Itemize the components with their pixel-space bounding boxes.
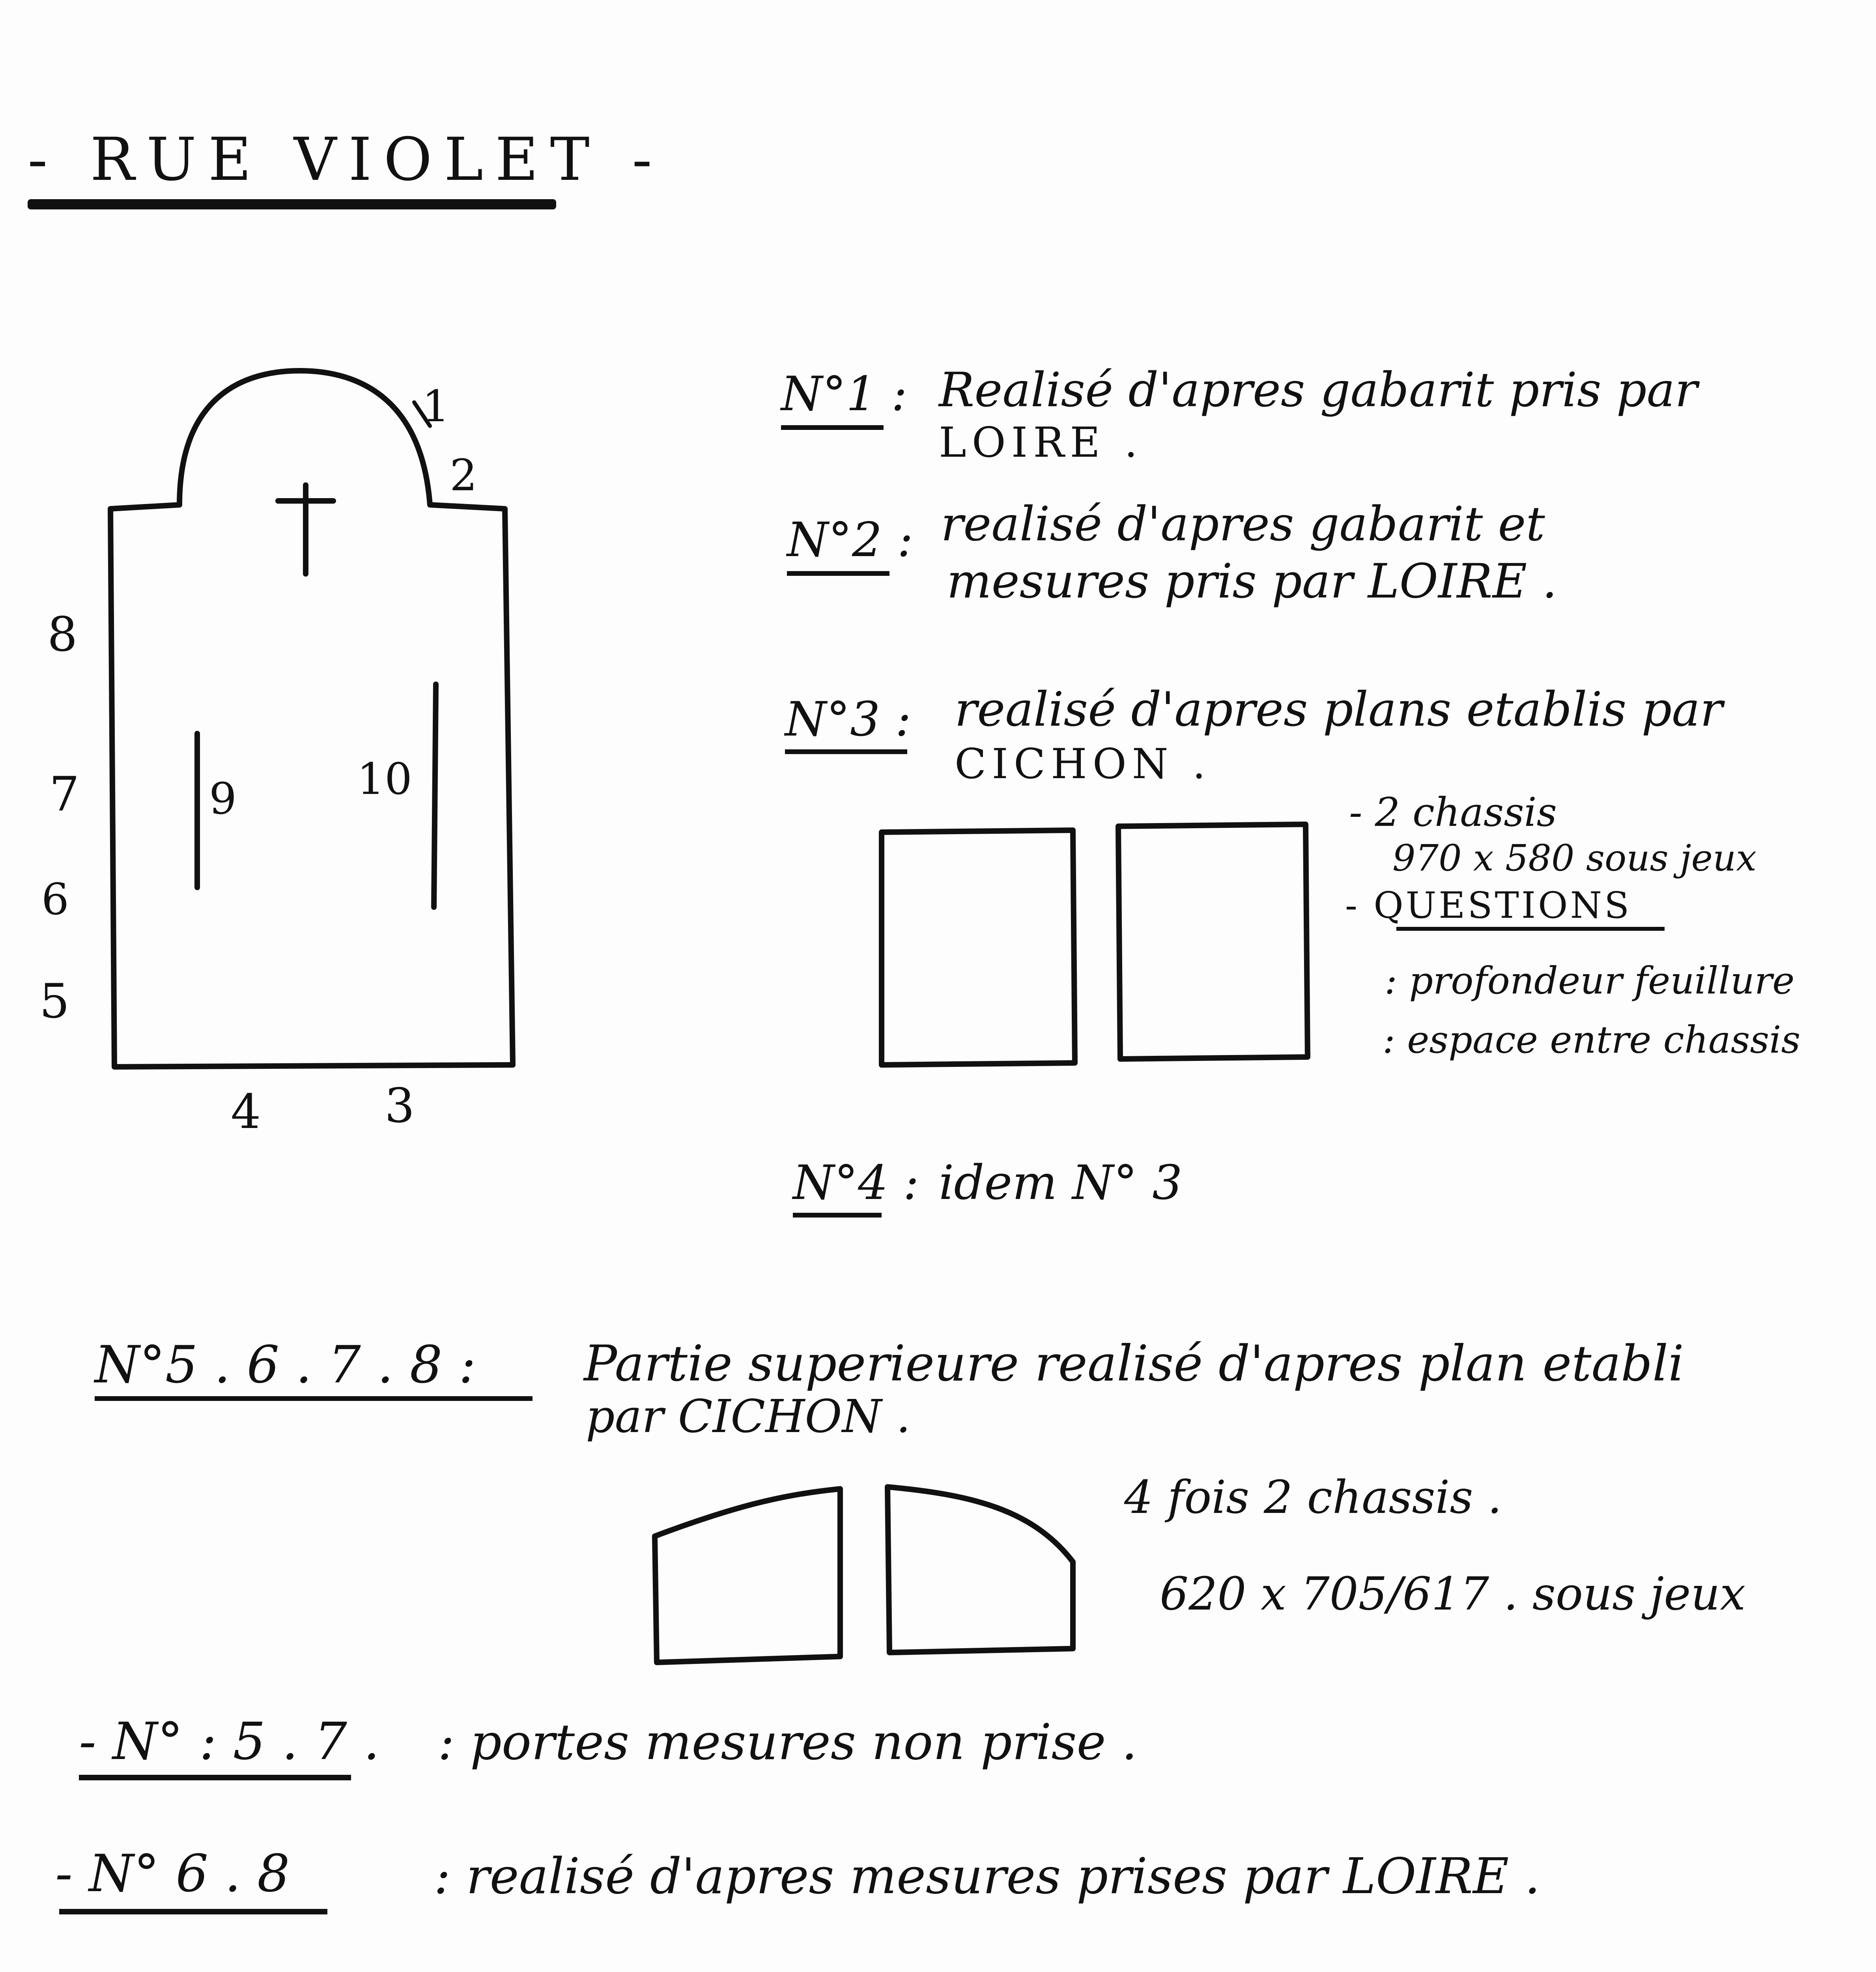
n3-question-2: : espace entre chassis [1383, 1018, 1801, 1062]
n5-chassis-size: 620 x 705/617 . sous jeux [1160, 1568, 1746, 1621]
item-6-8-label: - N° 6 . 8 [55, 1843, 290, 1903]
note-n5678-line1: Partie superieure realisé d'apres plan etabli [584, 1335, 1684, 1392]
arched-frame-right [888, 1487, 1073, 1653]
item-5-7-underline [79, 1775, 351, 1780]
note-n5678-label: N°5 . 6 . 7 . 8 : [95, 1335, 476, 1395]
note-n3-line2: CICHON . [955, 740, 1211, 788]
plan-number-1: 1 [422, 381, 450, 431]
item-6-8-underline [59, 1909, 327, 1914]
item-5-7-text: : portes mesures non prise . [438, 1714, 1138, 1771]
note-n1-line2: LOIRE . [939, 418, 1143, 467]
n3-questions-underline [1396, 927, 1665, 931]
note-n4-underline [793, 1213, 882, 1218]
note-n2-underline [787, 571, 889, 576]
note-n3-underline [785, 749, 907, 754]
page-title: - RUE VIOLET - [28, 125, 664, 194]
plan-number-4: 4 [231, 1085, 261, 1139]
note-n2-line2: mesures pris par LOIRE . [947, 554, 1557, 609]
plan-cross [278, 485, 333, 574]
n5-chassis-count: 4 fois 2 chassis . [1124, 1471, 1502, 1524]
item-5-7-label: - N° : 5 . 7 . [79, 1711, 380, 1771]
n3-chassis-count: - 2 chassis [1349, 789, 1557, 835]
plan-number-5: 5 [39, 974, 70, 1029]
plan-number-10: 10 [357, 754, 412, 804]
note-n4-text: idem N° 3 [939, 1156, 1183, 1210]
frame-left [882, 830, 1075, 1065]
n3-chassis-size: 970 x 580 sous jeux [1392, 837, 1757, 879]
plan-number-8: 8 [47, 607, 78, 662]
note-n3-label: N°3 : [785, 692, 911, 747]
note-n1-label: N°1 : [781, 367, 907, 422]
arched-frame-left [655, 1489, 840, 1662]
plan-number-7: 7 [49, 767, 80, 822]
note-n3-line1: realisé d'apres plans etablis par [955, 682, 1723, 737]
frame-right [1118, 824, 1308, 1059]
plan-number-6: 6 [41, 874, 69, 924]
note-n1-underline [781, 425, 884, 430]
note-n2-label: N°2 : [787, 513, 913, 568]
item-6-8-text: : realisé d'apres mesures prises par LOIRE . [434, 1848, 1540, 1905]
plan-number-3: 3 [385, 1079, 415, 1134]
note-n1-line1: Realisé d'apres gabarit pris par [939, 363, 1698, 418]
n3-question-1: : profondeur feuillure [1385, 959, 1795, 1003]
note-n2-line1: realisé d'apres gabarit et [941, 497, 1545, 552]
plan-number-2: 2 [450, 450, 477, 500]
note-n4-label: N°4 : [793, 1156, 919, 1210]
plan-bar-10 [434, 684, 436, 907]
note-n5678-line2: par CICHON . [586, 1390, 911, 1443]
n3-questions-heading: - QUESTIONS [1345, 884, 1632, 926]
plan-number-9: 9 [209, 773, 237, 824]
note-n5678-underline [95, 1396, 533, 1401]
